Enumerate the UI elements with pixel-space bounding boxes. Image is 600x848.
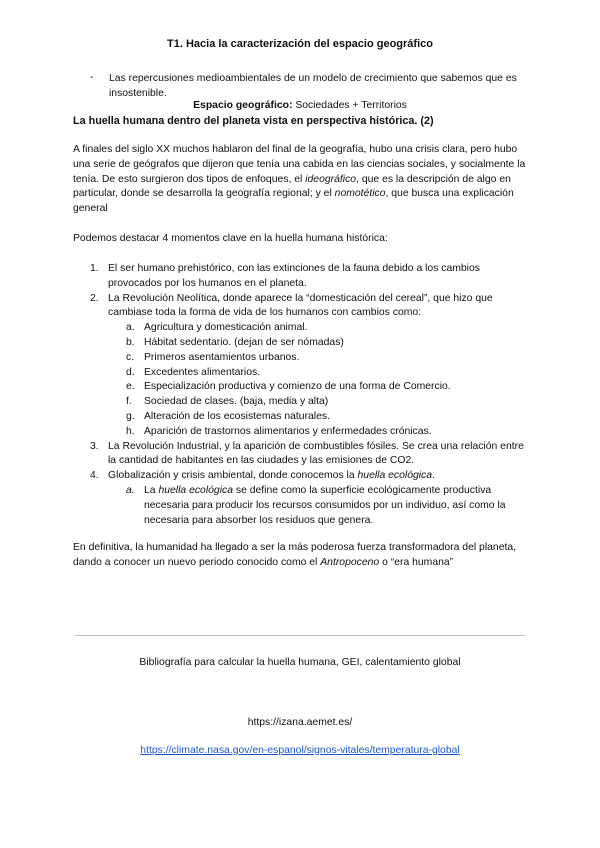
section-heading: La huella humana dentro del planeta vista en perspectiva histórica. (2) bbox=[73, 115, 434, 127]
sub-list-text-b: se define como la superficie ecológicamente productiva necesaria para producir los recursos consumidos por un individuo, así como la necesaria para absorber los residuos que genera. bbox=[144, 484, 506, 526]
page-title: T1. Hacia la caracterización del espacio geográfico bbox=[167, 38, 433, 50]
sub-list-letter: e. bbox=[126, 381, 135, 393]
list-item-italic: huella ecológica bbox=[357, 470, 433, 482]
moments-list bbox=[90, 262, 530, 528]
bullet-text: Las repercusiones medioambientales de un modelo de crecimiento que sabemos que es insostenible. bbox=[109, 73, 517, 99]
sub-list-text: Sociedad de clases. (baja, media y alta) bbox=[144, 396, 329, 408]
para1-italic-nomotetico: nomotético bbox=[334, 188, 386, 200]
list-item-text-a: Globalización y crisis ambiental, donde conocemos la bbox=[108, 470, 358, 482]
list-item bbox=[90, 292, 530, 440]
list-number: 1. bbox=[90, 263, 99, 274]
sub-list-letter: c. bbox=[126, 351, 135, 363]
paragraph-moments-intro: Podemos destacar 4 momentos clave en la huella humana histórica: bbox=[73, 233, 388, 244]
url-nasa-link[interactable]: https://climate.nasa.gov/en-espanol/signos-vitales/temperatura-global bbox=[140, 745, 460, 756]
sub-list-letter: f. bbox=[126, 396, 132, 408]
paragraph-intro bbox=[73, 143, 533, 217]
para1-text-c: , que busca una explicación general bbox=[73, 188, 514, 215]
para1-italic-ideografico: ideográfico bbox=[305, 173, 357, 185]
sub-list-item bbox=[108, 351, 530, 366]
sub-list-item bbox=[108, 484, 530, 528]
list-item bbox=[90, 469, 530, 528]
sub-list-text: Excedentes alimentarios. bbox=[144, 366, 261, 378]
para3-text-a: En definitiva, la humanidad ha llegado a ser la más poderosa fuerza transformadora del planeta, dando a conocer un nuevo periodo conocido como el bbox=[73, 542, 517, 568]
ecological-footprint-list bbox=[108, 484, 530, 528]
list-item-text-b: . bbox=[432, 470, 435, 482]
list-item-text: La Revolución Industrial, y la aparición de combustibles fósiles. Se crea una relación entre la cantidad de habitantes en las ciudades y las emisiones de CO2. bbox=[108, 440, 524, 467]
list-item-text: La Revolución Neolítica, donde aparece la “domesticación del cereal”, que hizo que cambiase toda la forma de vida de los humanos con cambios como: bbox=[108, 292, 493, 319]
sub-list-text: Aparición de trastornos alimentarios y enfermedades crónicas. bbox=[144, 425, 432, 437]
sub-list-item bbox=[108, 410, 530, 425]
list-number: 3. bbox=[90, 440, 99, 452]
sub-list-letter: d. bbox=[126, 366, 135, 378]
para3-italic-antropoceno: Antropoceno bbox=[320, 556, 380, 568]
sub-list-item bbox=[108, 336, 530, 351]
sub-list-item bbox=[108, 366, 530, 381]
para1-text-b: , que es la descripción de algo en particular, donde se desarrolla la geografía regional; y el bbox=[73, 173, 511, 200]
sub-list-text: Alteración de los ecosistemas naturales. bbox=[144, 410, 330, 422]
list-number: 2. bbox=[90, 292, 99, 304]
horizontal-divider bbox=[75, 635, 525, 636]
sub-list-letter: g. bbox=[126, 410, 135, 422]
list-item bbox=[90, 440, 530, 470]
sub-list-letter: h. bbox=[126, 425, 135, 437]
bibliography-heading: Bibliografía para calcular la huella humana, GEI, calentamiento global bbox=[139, 657, 461, 668]
bullet-dash: - bbox=[90, 72, 94, 83]
neolithic-changes-list bbox=[108, 321, 530, 439]
concept-label: Espacio geográfico: bbox=[193, 100, 293, 111]
sub-list-letter: a. bbox=[126, 484, 135, 496]
paragraph-conclusion bbox=[73, 541, 533, 571]
url-aemet: https://izana.aemet.es/ bbox=[247, 717, 353, 728]
sub-list-item bbox=[108, 380, 530, 395]
para1-text-a: A finales del siglo XX muchos hablaron del final de la geografía, hubo una crisis clara, pero hubo una serie de geógrafos que dijeron que tenía una cabida en las ciencias sociales, y socialmente la tenía. De esto surgieron dos tipos de enfoques, el bbox=[73, 144, 526, 185]
sub-list-text: Especialización productiva y comienzo de una forma de Comercio. bbox=[144, 381, 451, 393]
sub-list-item bbox=[108, 321, 530, 336]
list-number: 4. bbox=[90, 470, 99, 482]
sub-list-text: Primeros asentamientos urbanos. bbox=[144, 351, 300, 363]
sub-list-italic: huella ecológica bbox=[158, 484, 233, 496]
concept-value: Sociedades + Territorios bbox=[295, 100, 407, 111]
sub-list-item bbox=[108, 395, 530, 410]
sub-list-item bbox=[108, 425, 530, 440]
concept-line bbox=[0, 100, 600, 111]
sub-list-letter: b. bbox=[126, 336, 135, 348]
sub-list-text: Agricultura y domesticación animal. bbox=[144, 322, 308, 334]
sub-list-letter: a. bbox=[126, 322, 135, 334]
sub-list-text: Hábitat sedentario. (dejan de ser nómadas) bbox=[144, 336, 344, 348]
list-item-text: El ser humano prehistórico, con las extinciones de la fauna debido a los cambios provocados por los humanos en el planeta. bbox=[108, 263, 480, 289]
para3-text-b: o “era humana” bbox=[379, 556, 454, 568]
sub-list-text-a: La bbox=[144, 484, 159, 496]
list-item bbox=[90, 262, 530, 292]
